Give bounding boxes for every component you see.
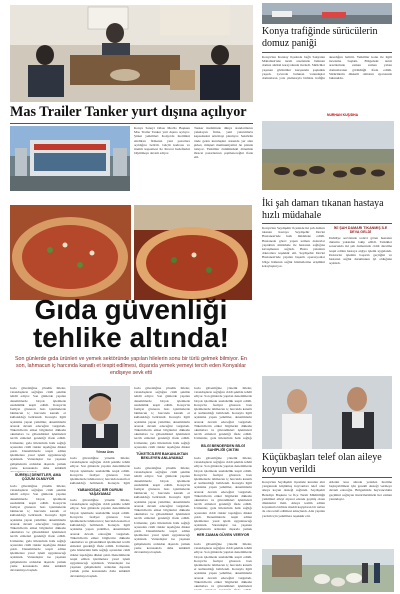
gida-subheading-3: TÜKETİCİLERİ BAKANLIKTAN BEKLEYEN ANLAYAMAZ xyxy=(136,452,188,461)
damar-headline: İki şah damarı tıkanan hastaya hızlı müdahale xyxy=(262,198,384,221)
gida-body-col4c: Gıda güvenliğine yönelik hileler, vatandaşların sağlığını ciddi şekilde tehdit ediyor. Son günlerde yapılan denetimlerde birçok işletmede usulsüzlük tespit edildi. Konya'da faaliyet gösteren bazı işletmelerde lahmacun iç harcında kanatlı et kullanıldığı belirlendi. Konuyla ilgili açıklama yapan yetkililer, denetimlerin artarak devam edeceğini vurguladı. Tüketicilerin etiket bilgilerini dikkatle okumaları ve güvendikleri işletmeleri xyxy=(194,542,252,589)
gida-subheading-5: HER ZAMAN GÜVEN VERİYOR xyxy=(196,533,250,537)
boar-photo xyxy=(262,121,394,190)
portrait-illustration xyxy=(70,386,130,448)
doctor-photo xyxy=(262,376,392,449)
factory-photo xyxy=(10,126,130,191)
boar-illustration xyxy=(262,121,394,190)
lahmacun-photo-left xyxy=(10,205,131,300)
gida-body-col2b: Gıda güvenliğine yönelik hileler, vatandaşların sağlığını ciddi şekilde tehdit ediyor. Son günlerde yapılan denetimlerde birçok işletmede usulsüzlük tespit edildi. Konya'da faaliyet gösteren bazı işletmelerde lahmacun iç harcında kanatlı et kullanıldığı belirlendi. Konuyla ilgili açıklama yapan yetkililer, denetimlerin artarak devam edeceğini vurguladı. Tüketicilerin etiket bilgilerini dikkatle okumaları ve güvendikleri işletmeleri tercih etmeleri gerektiği ifade edildi. Uzmanlar, gıda hilelerinin halk sağlığı açısından ciddi riskler taşıdığına dikkat çekti. Denetimlerde tespit edilen işletmelere yasal işlem uygulanacağı açıklandı. Vatandaşlar ise yaşanan gelişmelerin ardından dışarıda yemek yeme konusunda daha temkinli davranmaya başladı. xyxy=(70,498,130,578)
damar-body2: Dahiliye servisinde tedavi gören hastanın durumu yakından takip edildi. Tetkikler sonucunda iki şah damarında ciddi daralma tespit edilen hastaya anjiyo işlemi uygulandı. Doktorlar işlemin başarılı geçtiğini ve hastanın sağlık durumunun iyi olduğunu açıkladı. xyxy=(329,236,392,266)
damar-subheading: İKİ ŞAH DAMARI TIKANMIŞ İLE DEVA GELDİ xyxy=(333,226,388,235)
gida-body-col1: Gıda güvenliğine yönelik hileler, vatandaşların sağlığını ciddi şekilde tehdit ediyor. Son günlerde yapılan denetimlerde birçok işletmede usulsüzlük tespit edildi. Konya'da faaliyet gösteren bazı işletmelerde lahmacun iç harcında kanatlı et kullanıldığı belirlendi. Konuyla ilgili açıklama yapan yetkililer, denetimlerin artarak devam edeceğini vurguladı. Tüketicilerin etiket bilgilerini dikkatle okumaları ve güvendikleri işletmeleri tercih etmeleri gerektiği ifade edildi. Uzmanlar, gıda hilelerinin halk sağlığı açısından ciddi riskler taşıdığına dikkat çekti. Denetimlerde tespit edilen işletmelere yasal işlem uygulanacağı açıklandı. Vatandaşlar ise yaşanan gelişmelerin ardından dışarıda yemek yeme konusunda daha temkinli xyxy=(10,386,66,470)
divider xyxy=(262,52,392,53)
doctor-illustration xyxy=(262,376,392,449)
sheep-photo xyxy=(262,549,394,592)
gida-deck: Son günlerde gıda ürünleri ve yemek sektöründe yapılan hilelerin sonu bir türlü gelmek bilmiyor. En son, lahmacun iç harcında kanatlı et tespit edilmesi, dışarıda yemek yemeyi tercih eden Konyalılar endişeye sevk etti xyxy=(14,356,247,376)
gida-body-col4: Gıda güvenliğine yönelik hileler, vatandaşların sağlığını ciddi şekilde tehdit ediyor. Son günlerde yapılan denetimlerde birçok işletmede usulsüzlük tespit edildi. Konya'da faaliyet gösteren bazı işletmelerde lahmacun iç harcında kanatlı et kullanıldığı belirlendi. Konuyla ilgili açıklama yapan yetkililer, denetimlerin artarak devam edeceğini vurguladı. Tüketicilerin etiket bilgilerini dikkatle okumaları ve güvendikleri işletmeleri tercih etmeleri gerektiği ifade edildi. Uzmanlar, gıda hilelerinin halk sağlığı xyxy=(194,386,252,441)
road-top-illustration xyxy=(262,3,392,24)
gida-body-col3b: Gıda güvenliğine yönelik hileler, vatandaşların sağlığını ciddi şekilde tehdit ediyor. Son günlerde yapılan denetimlerde birçok işletmede usulsüzlük tespit edildi. Konya'da faaliyet gösteren bazı işletmelerde lahmacun iç harcında kanatlı et kullanıldığı belirlendi. Konuyla ilgili açıklama yapan yetkililer, denetimlerin artarak devam edeceğini vurguladı. Tüketicilerin etiket bilgilerini dikkatle okumaları ve güvendikleri işletmeleri tercih etmeleri gerektiği ifade edildi. Uzmanlar, gıda hilelerinin halk sağlığı açısından ciddi riskler taşıdığına dikkat çekti. Denetimlerde tespit edilen işletmelere yasal işlem uygulanacağı açıklandı. Vatandaşlar ise yaşanan gelişmelerin ardından dışarıda yemek yeme konusunda daha temkinli davranmaya başladı. xyxy=(134,466,190,555)
gida-subheading-2: YABANCIŞAÇ BİR DURUM YAŞAYAMAZ xyxy=(77,488,123,497)
tanker-lead: Konya Sanayi Odası Meclis Başkanı Mas Trailer Tanker yurt dışına açılıyor. Şirket yetkilileri Konya'da üretimini sürdüren firmanın yeni pazarlara açıldığını belirtti. Güçlü kadrosu ve üretim kapasitesi ile ihracat hedeflerini büyütmeye devam ediyor. xyxy=(134,126,190,156)
meeting-photo xyxy=(10,5,253,102)
tanker-headline: Mas Trailer Tanker yurt dışına açılıyor xyxy=(10,104,247,120)
divider xyxy=(10,123,253,124)
lahmacun-left-illustration xyxy=(10,205,131,300)
factory-illustration xyxy=(10,126,130,191)
gida-headline-line1: Gıda güvenliği xyxy=(34,294,228,325)
gida-body-col3: Gıda güvenliğine yönelik hileler, vatandaşların sağlığını ciddi şekilde tehdit ediyor. Son günlerde yapılan denetimlerde birçok işletmede usulsüzlük tespit edildi. Konya'da faaliyet gösteren bazı işletmelerde lahmacun iç harcında kanatlı et kullanıldığı belirlendi. Konuyla ilgili açıklama yapan yetkililer, denetimlerin artarak devam edeceğini vurguladı. Tüketicilerin etiket bilgilerini dikkatle okumaları ve güvendikleri işletmeleri tercih etmeleri gerektiği ifade edildi. Uzmanlar, gıda hilelerinin halk sağlığı açısından ciddi riskler taşıdığına dikkat xyxy=(134,386,190,449)
gida-headline-line2: tehlike altında! xyxy=(32,322,230,353)
gida-body-col1b: Gıda güvenliğine yönelik hileler, vatandaşların sağlığını ciddi şekilde tehdit ediyor. Son günlerde yapılan denetimlerde birçok işletmede usulsüzlük tespit edildi. Konya'da faaliyet gösteren bazı işletmelerde lahmacun iç harcında kanatlı et kullanıldığı belirlendi. Konuyla ilgili açıklama yapan yetkililer, denetimlerin artarak devam edeceğini vurguladı. Tüketicilerin etiket bilgilerini dikkatle okumaları ve güvendikleri işletmeleri tercih etmeleri gerektiği ifade edildi. Uzmanlar, gıda hilelerinin halk sağlığı açısından ciddi riskler taşıdığına dikkat çekti. Denetimlerde tespit edilen işletmelere yasal işlem uygulanacağı açıklandı. Vatandaşlar ise yaşanan gelişmelerin ardından dışarıda yemek yeme konusunda daha temkinli davranmaya başladı. xyxy=(10,484,66,573)
gida-subheading-4: BİLGİ BENDERDEN BİLGİ SAHİPLİĞİ ÇIKTIM xyxy=(201,444,245,453)
gida-body-col2: Gıda güvenliğine yönelik hileler, vatandaşların sağlığını ciddi şekilde tehdit ediyor. Son günlerde yapılan denetimlerde birçok işletmede usulsüzlük tespit edildi. Konya'da faaliyet gösteren bazı işletmelerde lahmacun iç harcında kanatlı et kullanıldığı belirlendi. Konuyla ilgili xyxy=(70,456,130,486)
divider xyxy=(262,477,392,478)
domuz-body: Konya'nın Karatay ilçesinde bağlı Sakyatan Mahallesi'nde tarım arazisinde bulunan domuz sürüsü karayolunda ilerledi. Sürücüler yaşanan görüntüler karşısında şaşkınlık yaşadı. Çevrede bulunan vatandaşlar domuzların yola çıkmasıyla birlikte trafiğin aksadığını belirtti. Yetkililer konu ile ilgili inceleme başlattı. Bölgedeki tarım arazilerinde zaman zaman yaban domuzlarının görüldüğü ifade edildi. Sürücülerin dikkatli olmaları uyarısında bulunuldu. xyxy=(262,55,392,81)
lahmacun-right-illustration xyxy=(134,205,252,300)
tanker-body: Tanker üretiminde dünya standartlarını yakalayan firma, yeni yatırımlarla kapasitesini artırmayı planlıyor. Sektörün önde gelen kuruluşları arasında yer alan şirket, müşteri memnuniyetini ön planda tutuyor. Yetkililer önümüzdeki dönemde ihracat pazarlarının çeşitleneceğini ifade etti. xyxy=(194,126,253,160)
gida-subheading-1: SÜREKLİ DENETLER, AMA ÇÖZÜM OLMUYOR xyxy=(14,473,62,482)
domuz-headline: Konya trafiğinde sürücülerin domuz paniği xyxy=(262,26,378,49)
meeting-photo-illustration xyxy=(10,5,253,102)
expert-portrait xyxy=(70,386,130,448)
damar-body: Konya'nın Seydişehir ilçesinde iki şah damarı tıkanan hastaya Seydişehir Devlet Hastanesi'nde hızlı müdahale edildi. Hastanede görev yapan uzman doktorlar yaptıkları müdahale ile hastanın sağlığına kavuşmasını sağladı. Hasta yakınları doktorlara teşekkür etti. Seydişehir Devlet Hastanesi'nde yapılan başarılı operasyonlar bölge halkının sağlık hizmetlerine erişimini kolaylaştırıyor. xyxy=(262,226,325,268)
sheep-illustration xyxy=(262,549,394,592)
road-photo-top xyxy=(262,3,392,24)
domuz-byline: NURHAN KUŞ/DHA xyxy=(327,113,359,117)
telef-headline: Küçükbaşları telef olan aileye koyun verildi xyxy=(262,452,382,475)
lahmacun-photo-right xyxy=(134,205,252,300)
telef-body: Konya'nın Seydişehir ilçesinde kurulan ahır yangınında küçükbaş hayvanları telef olan aileye koyun desteği sağlandı. Seydişehir Belediye Başkanı ve İlçe Tarım Müdürlüğü yetkilileri aileyi ziyaret ederek geçmiş olsun dileklerini iletti. Aileye teslim edilen koyunlarla birlikte maddi kayıpların bir nebze de olsa telafi edilmesi amaçlandı. Aile yapılan yardım için yetkililere teşekkür etti. xyxy=(262,480,325,518)
portrait-caption: Yılmaz Aras xyxy=(96,450,114,454)
telef-quote: Ailenin kısa sürede yeniden üretime başlayabilmesi için gerekli desteği vermeye devam edeceğiz. Bölgemizde hayvancılıkla geçimini sağlayan üreticilerimizin her zaman yanındayız. xyxy=(329,480,392,501)
divider xyxy=(262,223,392,224)
gida-body-col4b: Gıda güvenliğine yönelik hileler, vatandaşların sağlığını ciddi şekilde tehdit ediyor. Son günlerde yapılan denetimlerde birçok işletmede usulsüzlük tespit edildi. Konya'da faaliyet gösteren bazı işletmelerde lahmacun iç harcında kanatlı et kullanıldığı belirlendi. Konuyla ilgili açıklama yapan yetkililer, denetimlerin artarak devam edeceğini vurguladı. Tüketicilerin etiket bilgilerini dikkatle okumaları ve güvendikleri işletmeleri tercih etmeleri gerektiği ifade edildi. Uzmanlar, gıda hilelerinin halk sağlığı açısından ciddi riskler taşıdığına dikkat çekti. Denetimlerde tespit edilen işletmelere yasal işlem uygulanacağı açıklandı. Vatandaşlar ise yaşanan gelişmelerin ardından dışarıda yemek xyxy=(194,456,252,532)
